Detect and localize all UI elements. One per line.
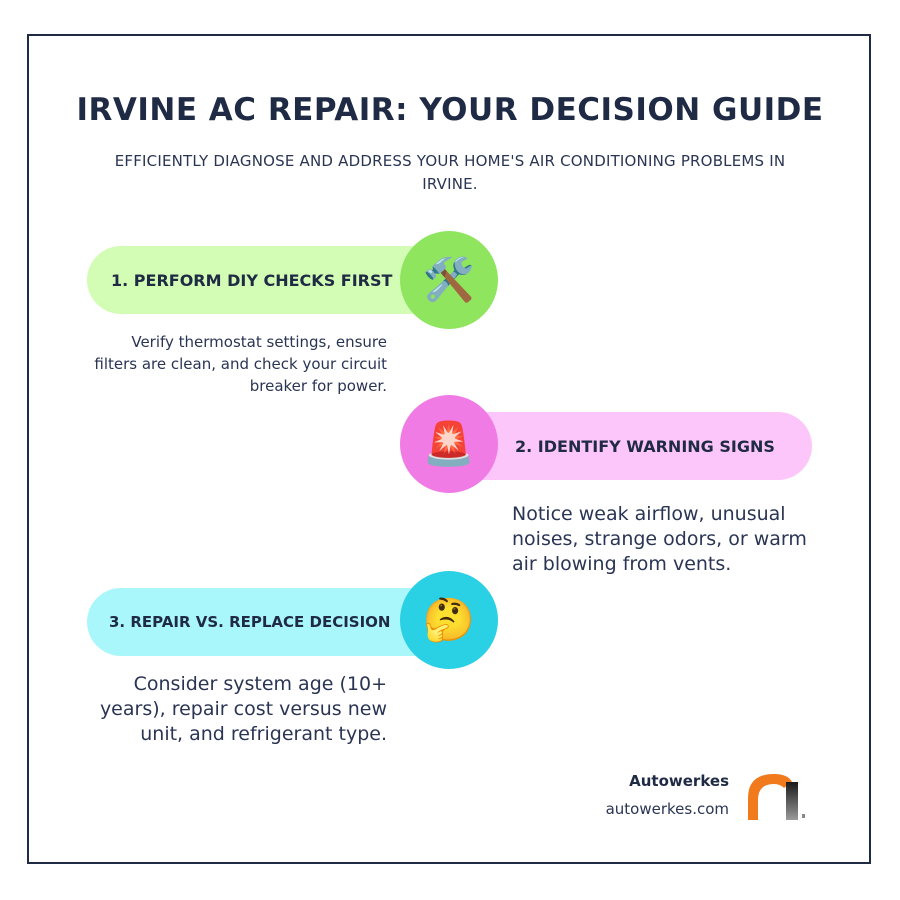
step-3-label: 3. REPAIR VS. REPLACE DECISION — [109, 613, 391, 631]
brand-url[interactable]: autowerkes.com — [605, 800, 729, 818]
brand-name: Autowerkes — [629, 772, 729, 790]
autowerkes-logo-icon — [742, 768, 808, 822]
siren-light-icon: 🚨 — [422, 419, 476, 468]
hammer-and-wrench-icon: 🛠️ — [422, 255, 476, 304]
step-3-icon-circle — [400, 571, 498, 669]
page-subtitle: EFFICIENTLY DIAGNOSE AND ADDRESS YOUR HOME'S AIR CONDITIONING PROBLEMS IN IRVINE. — [114, 152, 786, 193]
thinking-face-icon: 🤔 — [422, 595, 476, 644]
step-1-label: 1. PERFORM DIY CHECKS FIRST — [111, 270, 393, 290]
step-3-description: Consider system age (10+ years), repair cost versus new unit, and refrigerant type. — [99, 673, 387, 745]
step-2-icon-circle — [400, 395, 498, 493]
step-3-banner — [87, 588, 447, 656]
page-title: IRVINE AC REPAIR: YOUR DECISION GUIDE — [76, 92, 824, 128]
step-1-banner — [87, 246, 447, 314]
step-1-icon-circle — [400, 231, 498, 329]
step-2-label: 2. IDENTIFY WARNING SIGNS — [515, 436, 775, 456]
step-2-description: Notice weak airflow, unusual noises, strange odors, or warm air blowing from vents. — [512, 503, 807, 575]
step-1-description: Verify thermostat settings, ensure filters are clean, and check your circuit breaker for power. — [94, 333, 387, 395]
